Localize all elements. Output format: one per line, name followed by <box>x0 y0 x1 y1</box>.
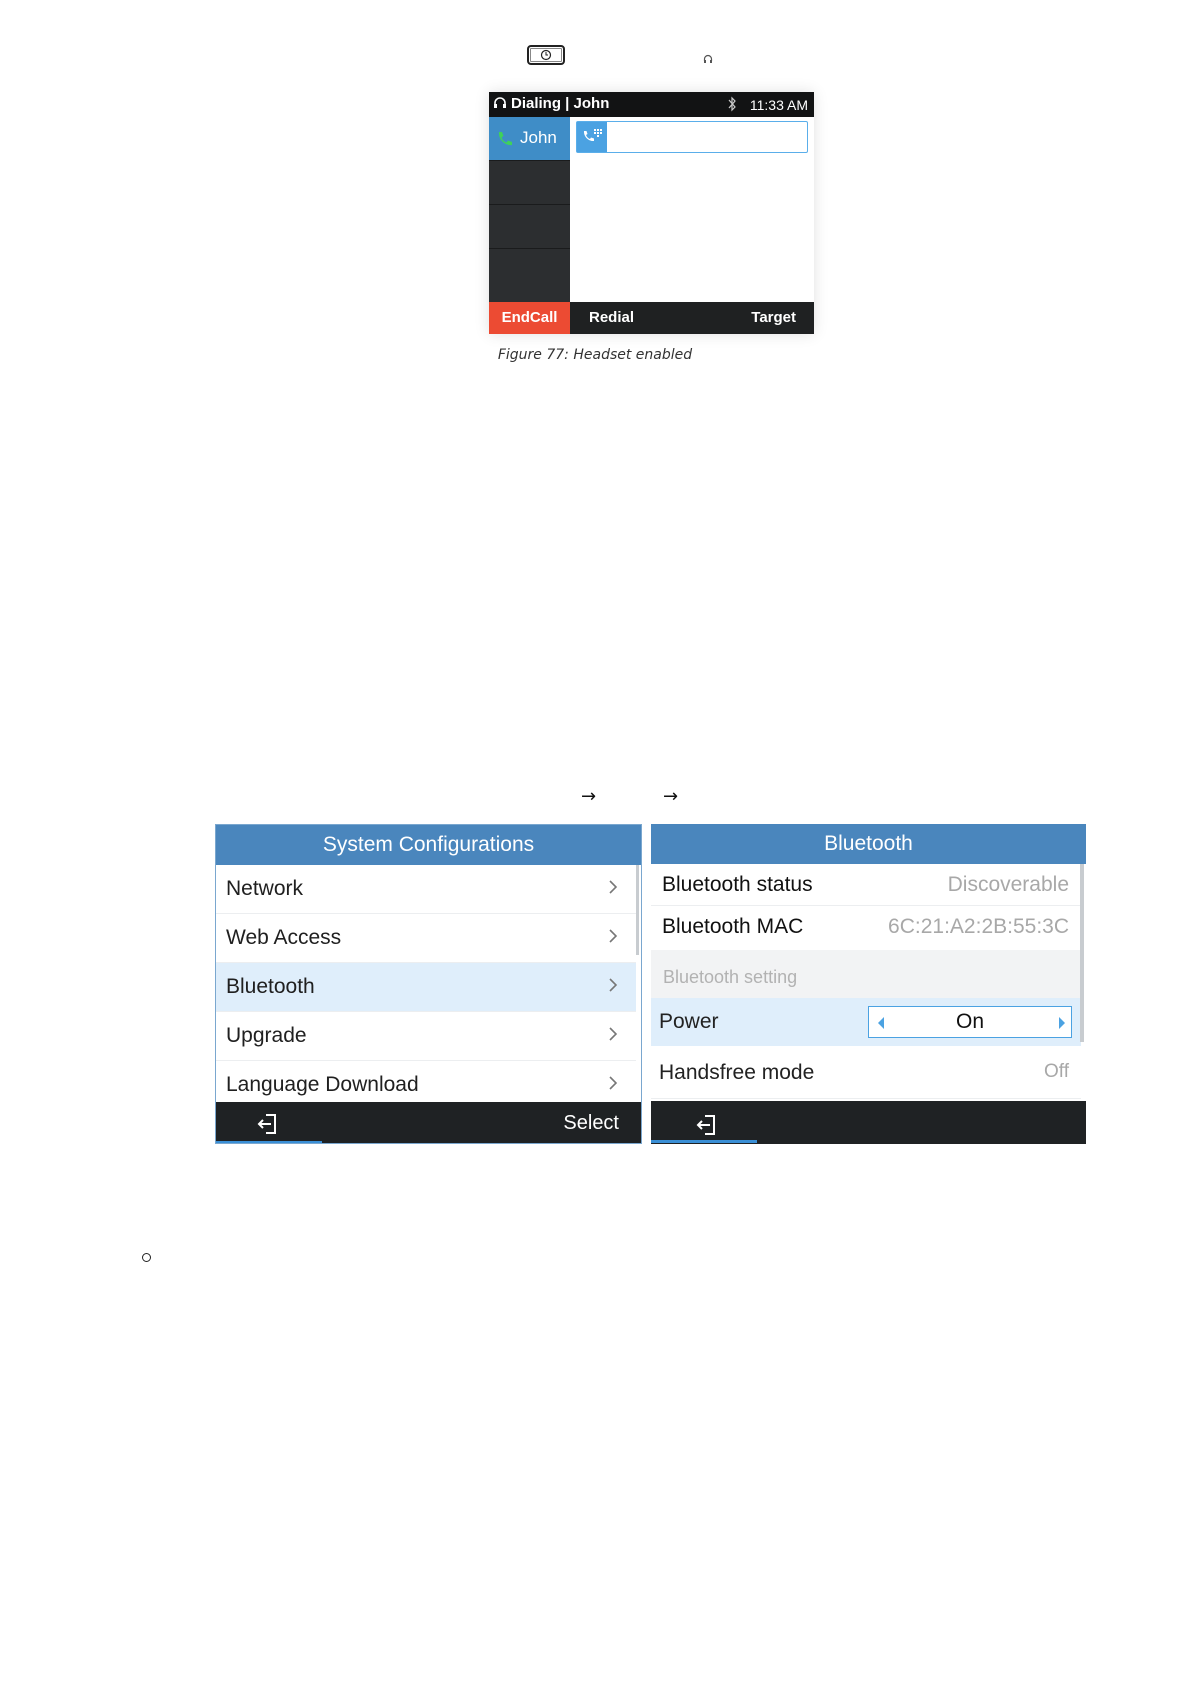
status-title: Dialing | John <box>511 95 610 112</box>
back-icon[interactable] <box>256 1112 280 1141</box>
setting-value: Off <box>1044 1061 1069 1082</box>
power-row[interactable] <box>651 998 1081 1046</box>
chevron-right-icon <box>608 1026 618 1047</box>
section-header <box>651 950 1081 998</box>
arrow-right-icon: → <box>581 786 597 807</box>
line-keys <box>489 117 570 302</box>
menu-item-network[interactable] <box>216 865 636 914</box>
screen-title: System Configurations <box>216 825 641 865</box>
menu-item-bluetooth[interactable] <box>216 963 636 1012</box>
bluetooth-mac-row <box>651 906 1081 948</box>
clock: 11:33 AM <box>749 97 808 113</box>
menu-item-label: Bluetooth <box>226 975 315 998</box>
screen-title: Bluetooth <box>651 824 1086 864</box>
setting-label: Bluetooth status <box>662 873 813 896</box>
softkey-bar <box>651 1101 1086 1144</box>
setting-value: 6C:21:A2:2B:55:3C <box>888 915 1069 938</box>
menu-item-label: Upgrade <box>226 1024 307 1047</box>
dialpad-icon <box>577 122 607 152</box>
chevron-right-icon <box>608 977 618 998</box>
chevron-right-icon <box>608 1075 618 1096</box>
dialing-screen <box>489 92 814 334</box>
dial-input[interactable] <box>576 121 808 153</box>
bluetooth-icon <box>727 96 737 116</box>
bluetooth-status-row <box>651 864 1081 906</box>
handsfree-mode-row[interactable] <box>651 1046 1081 1099</box>
chevron-right-icon <box>608 928 618 949</box>
section-label: Bluetooth setting <box>663 967 798 987</box>
menu-item-label: Network <box>226 877 304 900</box>
line-key-empty[interactable] <box>489 249 570 293</box>
softkey-bar <box>216 1102 641 1144</box>
chevron-right-icon <box>608 879 618 900</box>
focus-underline <box>651 1140 757 1143</box>
select-softkey[interactable]: Select <box>563 1112 619 1134</box>
endcall-softkey[interactable]: EndCall <box>489 302 570 334</box>
setting-label: Bluetooth MAC <box>662 915 804 938</box>
line-key-john[interactable] <box>489 117 570 161</box>
hook-key-icon <box>527 45 565 65</box>
headset-icon <box>703 49 713 68</box>
target-softkey[interactable]: Target <box>751 309 796 326</box>
system-configurations-screen <box>215 824 642 1144</box>
setting-value: Discoverable <box>947 873 1069 896</box>
setting-label: Handsfree mode <box>659 1061 815 1084</box>
line-key-empty[interactable] <box>489 161 570 205</box>
arrow-right-icon: → <box>663 786 679 807</box>
power-selector[interactable] <box>868 1006 1072 1038</box>
line-key-label: John <box>520 128 557 147</box>
scrollbar[interactable] <box>1080 864 1084 1042</box>
arrow-right-icon[interactable] <box>1058 1016 1066 1035</box>
scrollbar[interactable] <box>636 865 639 955</box>
list-bullet <box>142 1253 151 1262</box>
redial-softkey[interactable]: Redial <box>589 309 635 326</box>
headset-icon <box>493 96 507 114</box>
phone-icon <box>496 130 514 153</box>
figure-caption: Figure 77: Headset enabled <box>497 347 693 363</box>
line-key-empty[interactable] <box>489 205 570 249</box>
power-value: On <box>955 1010 984 1033</box>
menu-item-label: Web Access <box>226 926 342 949</box>
menu-item-upgrade[interactable] <box>216 1012 636 1061</box>
setting-label: Power <box>659 1010 719 1033</box>
softkey-bar <box>489 302 814 334</box>
dial-area <box>570 117 814 302</box>
focus-underline <box>216 1141 322 1144</box>
status-bar <box>489 92 814 117</box>
back-icon[interactable] <box>695 1113 719 1142</box>
menu-item-label: Language Download <box>226 1073 419 1096</box>
menu-item-web-access[interactable] <box>216 914 636 963</box>
bluetooth-screen <box>651 824 1086 1144</box>
